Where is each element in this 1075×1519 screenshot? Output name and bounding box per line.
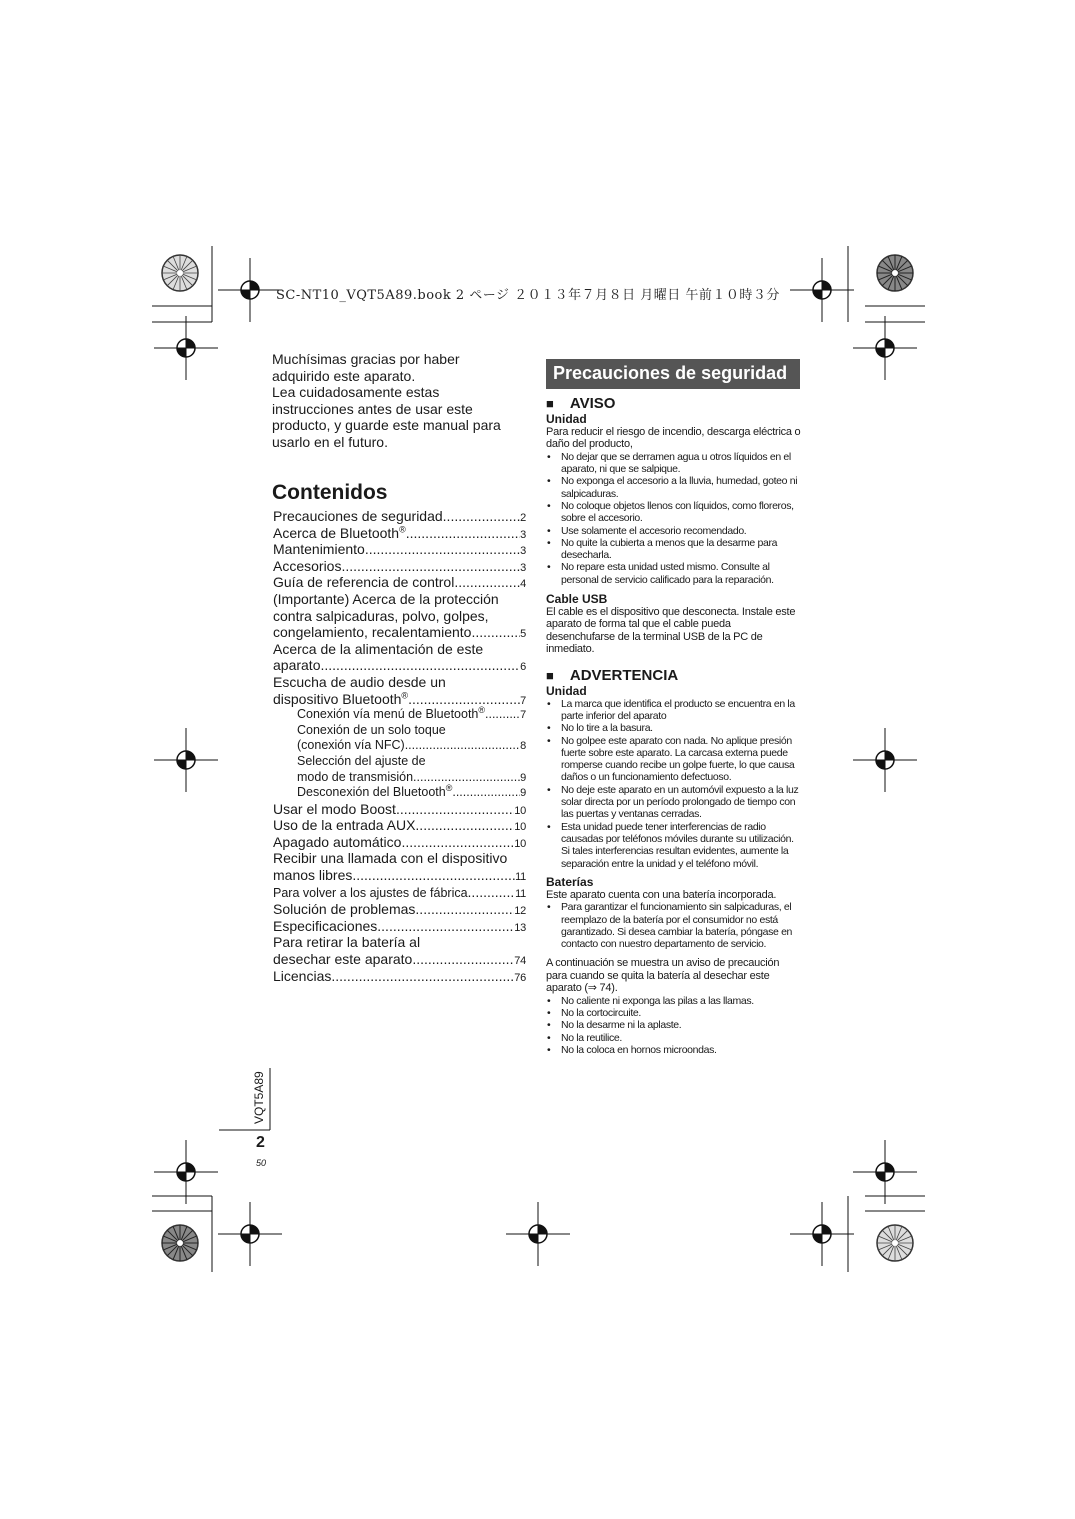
toc-entry-line[interactable]: Acerca de la alimentación de este	[273, 640, 484, 657]
toc-entry[interactable]: desechar este aparato ..... 74	[273, 951, 526, 968]
toc-title: Contenidos	[272, 481, 388, 504]
list-item: • No exponga el accesorio a la lluvia, humedad, goteo ni salpicaduras.	[546, 475, 801, 500]
subheading: Baterías	[546, 874, 594, 889]
toc-entry[interactable]: Solución de problemas ..... 12	[273, 901, 526, 918]
toc-entry[interactable]: Especificaciones ..... 13	[273, 918, 526, 935]
paragraph: Para reducir el riesgo de incendio, descarga eléctrica o daño del producto,	[546, 426, 801, 451]
toc-entry-line[interactable]: Para retirar la batería al	[273, 934, 421, 951]
toc-entry[interactable]: Acerca de Bluetooth® ..... 3	[273, 525, 526, 542]
toc-entry[interactable]: aparato ..... 6	[273, 657, 526, 674]
document-code: VQT5A89	[252, 1071, 266, 1124]
list-item: • No repare esta unidad usted mismo. Consulte al personal de servicio calificado para la reparación.	[546, 561, 801, 586]
list-item: • No la coloca en hornos microondas.	[546, 1044, 801, 1056]
subheading: Unidad	[546, 412, 587, 426]
toc-entry-line[interactable]: contra salpicaduras, polvo, golpes,	[273, 607, 489, 624]
list-item: • No la cortocircuite.	[546, 1007, 801, 1019]
bullet-list	[546, 995, 801, 1056]
bullet-list	[546, 901, 801, 950]
paragraph: El cable es el dispositivo que desconecta. Instale este aparato de forma tal que el cable pueda desenchufarse de la terminal USB de la PC de inmediato.	[546, 606, 796, 656]
toc-entry[interactable]: Para volver a los ajustes de fábrica ..... 11	[273, 884, 526, 902]
toc-subentry-line[interactable]: Selección del ajuste de	[297, 753, 426, 768]
list-item: • No quite la cubierta a menos que la desarme para desecharla.	[546, 537, 801, 562]
bullet-list	[546, 451, 801, 586]
list-item: • La marca que identifica el producto se encuentra en la parte inferior del aparato	[546, 698, 801, 723]
toc-entry-line[interactable]: Recibir una llamada con el dispositivo	[273, 850, 508, 867]
list-item: • No golpee este aparato con nada. No aplique presión fuerte sobre este aparato. La carcasa externa puede romperse cuando recibe un golpe fuerte, lo que causa daños o un funcionamiento defectuoso.	[546, 735, 801, 784]
toc-entry[interactable]: Usar el modo Boost ..... 10	[273, 801, 526, 818]
bullet-list	[546, 698, 801, 870]
toc-entry[interactable]: Uso de la entrada AUX ..... 10	[273, 817, 526, 834]
list-item: • No caliente ni exponga las pilas a las llamas.	[546, 995, 801, 1007]
list-item: • Use solamente el accesorio recomendado.	[546, 525, 801, 537]
page-number-small: 50	[256, 1158, 267, 1168]
list-item: • Esta unidad puede tener interferencias de radio causadas por teléfonos móviles durante su utilización. Si tales interferencias resultan evidentes, aumente la separación entre la unidad y el teléfono móvil.	[546, 821, 801, 870]
toc-subentry-line[interactable]: Conexión de un solo toque	[297, 722, 446, 737]
toc-entry-line[interactable]: Escucha de audio desde un	[273, 673, 446, 690]
toc-entry[interactable]: Accesorios ..... 3	[273, 558, 526, 575]
toc-entry[interactable]: Apagado automático ..... 10	[273, 834, 526, 851]
paragraph: Este aparato cuenta con una batería incorporada.	[546, 888, 777, 901]
toc-entry-line[interactable]: (Importante) Acerca de la protección	[273, 590, 499, 607]
page-number: 2	[256, 1134, 265, 1151]
toc-entry[interactable]: Licencias ..... 76	[273, 968, 526, 985]
toc-entry[interactable]: congelamiento, recalentamiento. ..... 5	[273, 624, 526, 641]
toc-subentry[interactable]: (conexión vía NFC) ..... 8	[273, 738, 526, 754]
list-item: • No la desarme ni la aplaste.	[546, 1019, 801, 1031]
list-item: • No coloque objetos llenos con líquidos, como floreros, sobre el accesorio.	[546, 500, 801, 525]
aviso-heading: ■ AVISO	[546, 395, 616, 412]
print-header: SC-NT10_VQT5A89.book 2 ページ ２０１３年７月８日 月曜日 午前１０時３分	[276, 288, 780, 303]
list-item: • No la reutilice.	[546, 1032, 801, 1044]
paragraph: A continuación se muestra un aviso de precaución para cuando se quita la batería al desechar este aparato (⇒ 74).	[546, 957, 780, 995]
toc-entry[interactable]: Guía de referencia de control ..... 4	[273, 574, 526, 591]
subheading: Cable USB	[546, 592, 608, 607]
intro-text: Muchísimas gracias por haber adquirido este aparato. Lea cuidadosamente estas instrucciones antes de usar este producto, y guarde este manual para usarlo en el futuro.	[272, 351, 501, 450]
subheading: Unidad	[546, 683, 587, 698]
toc-subentry[interactable]: Conexión vía menú de Bluetooth® ..... 7	[273, 707, 526, 723]
toc-subentry[interactable]: modo de transmisión ..... 9	[273, 770, 526, 786]
toc-subentry[interactable]: Desconexión del Bluetooth® ..... 9	[273, 785, 526, 801]
list-item: • No deje este aparato en un automóvil expuesto a la luz solar directa por un período prolongado de tiempo con las puertas y ventanas cerradas.	[546, 784, 801, 821]
section-banner: Precauciones de seguridad	[546, 359, 800, 389]
toc-entry[interactable]: Precauciones de seguridad ..... 2	[273, 508, 526, 525]
toc-entry[interactable]: dispositivo Bluetooth® ..... 7	[273, 691, 526, 708]
list-item: • Para garantizar el funcionamiento sin salpicaduras, el reemplazo de la batería por el consumidor no está garantizado. Si desea cambiar la batería, póngase en contacto con nuestro departamento de servicio.	[546, 901, 801, 950]
list-item: • No dejar que se derramen agua u otros líquidos en el aparato, ni que se salpique.	[546, 451, 801, 476]
table-of-contents	[273, 508, 526, 984]
advertencia-heading: ■ ADVERTENCIA	[546, 666, 679, 684]
list-item: • No lo tire a la basura.	[546, 722, 801, 734]
toc-entry[interactable]: Mantenimiento ..... 3	[273, 541, 526, 558]
toc-entry[interactable]: manos libres ..... 11	[273, 867, 526, 884]
safety-section	[546, 359, 801, 1056]
